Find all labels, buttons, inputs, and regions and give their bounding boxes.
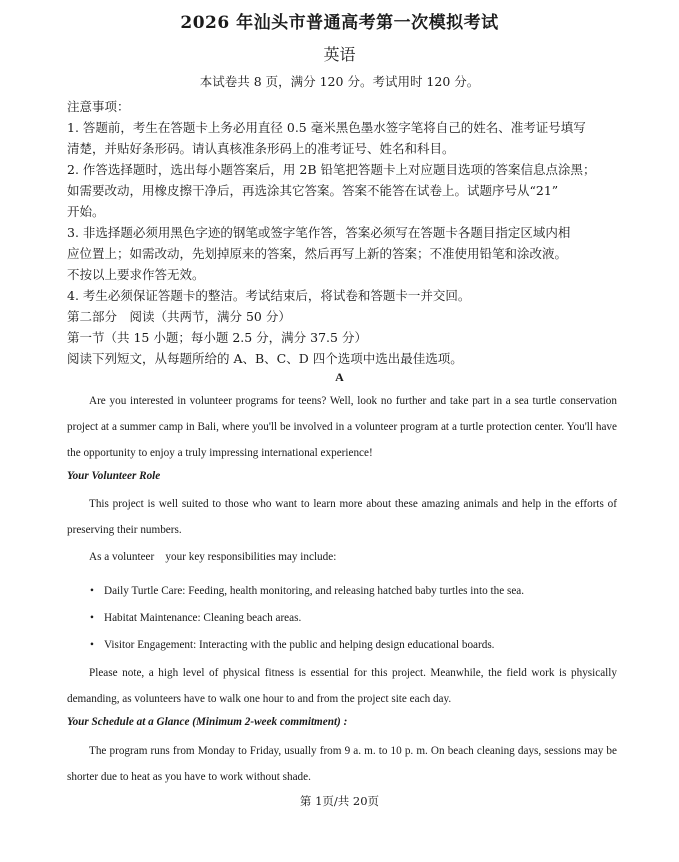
notice-item-4-line-1: 4. 考生必须保证答题卡的整洁。考试结束后，将试卷和答题卡一并交回。 [67,288,471,303]
volunteer-role-heading: Your Volunteer Role [67,470,161,482]
exam-title: 2026 年汕头市普通高考第一次模拟考试 [180,13,499,33]
notice-item-3-line-1: 3. 非选择题必须用黑色字迹的钢笔或签字笔作答，答案必须写在答题卡各题目指定区域内相 [67,225,571,240]
bullet-text: Habitat Maintenance: Cleaning beach areas. [104,612,302,624]
passage-intro: Are you interested in volunteer programs for teens? Well, look no further and take part in a sea turtle conservation project at a summer camp in Bali, where you'll be involved in a volunteer program at a turtle protection center. You'll have the opportunity to enjoy a truly impressing international experience! [67,395,617,459]
responsibilities-intro: As a volunteer your key responsibilities may include: [89,551,337,563]
bullet-dot-icon: • [90,612,94,624]
page-footer: 第 1页/共 20页 [299,794,380,808]
notice-item-1-line-1: 1. 答题前，考生在答题卡上务必用直径 0.5 毫米黑色墨水签字笔将自己的姓名、准考证号填写 [67,120,586,135]
bullet-text: Daily Turtle Care: Feeding, health monitoring, and releasing hatched baby turtles into the sea. [104,585,525,597]
exam-info: 本试卷共 8 页，满分 120 分。考试用时 120 分。 [199,74,480,89]
schedule-heading: Your Schedule at a Glance (Minimum 2-week commitment) : [67,716,348,728]
notice-item-3-line-3: 不按以上要求作答无效。 [67,267,205,282]
bullet-item [90,612,301,624]
reading-instruction: 阅读下列短文，从每题所给的 A、B、C、D 四个选项中选出最佳选项。 [67,351,463,366]
schedule-paragraph: The program runs from Monday to Friday, usually from 9 a. m. to 10 p. m. On beach cleaning days, sessions may be shorter due to heat as you have to work without shade. [67,745,617,783]
fitness-note: Please note, a high level of physical fitness is essential for this project. Meanwhile, the field work is physically demanding, as volunteers have to walk one hour to and from the project site each day. [67,667,617,705]
notice-item-2-line-3: 开始。 [67,204,105,219]
subject-title: 英语 [323,45,356,64]
bullet-item [90,639,494,651]
bullet-item [90,585,524,597]
notice-item-2-line-2: 如需要改动，用橡皮擦干净后，再选涂其它答案。答案不能答在试卷上。试题序号从“21” [67,183,559,198]
bullet-dot-icon: • [90,639,94,651]
section-one-heading: 第一节（共 15 小题；每小题 2.5 分，满分 37.5 分） [67,330,367,345]
passage-label: A [335,370,344,384]
notice-item-1-line-2: 清楚，并贴好条形码。请认真核准条形码上的准考证号、姓名和科目。 [67,141,455,156]
bullet-dot-icon: • [90,585,94,597]
notice-item-3-line-2: 应位置上；如需改动，先划掉原来的答案，然后再写上新的答案；不准使用铅笔和涂改液。 [67,246,568,261]
role-paragraph: This project is well suited to those who want to learn more about these amazing animals and help in the efforts of preserving their numbers. [67,498,617,536]
bullet-text: Visitor Engagement: Interacting with the public and helping design educational boards. [104,639,495,651]
part-two-heading: 第二部分 阅读（共两节，满分 50 分） [67,309,291,324]
notice-heading: 注意事项： [67,99,130,114]
notice-item-2-line-1: 2. 作答选择题时，选出每小题答案后，用 2B 铅笔把答题卡上对应题目选项的答案信息点涂黑； [67,162,596,177]
